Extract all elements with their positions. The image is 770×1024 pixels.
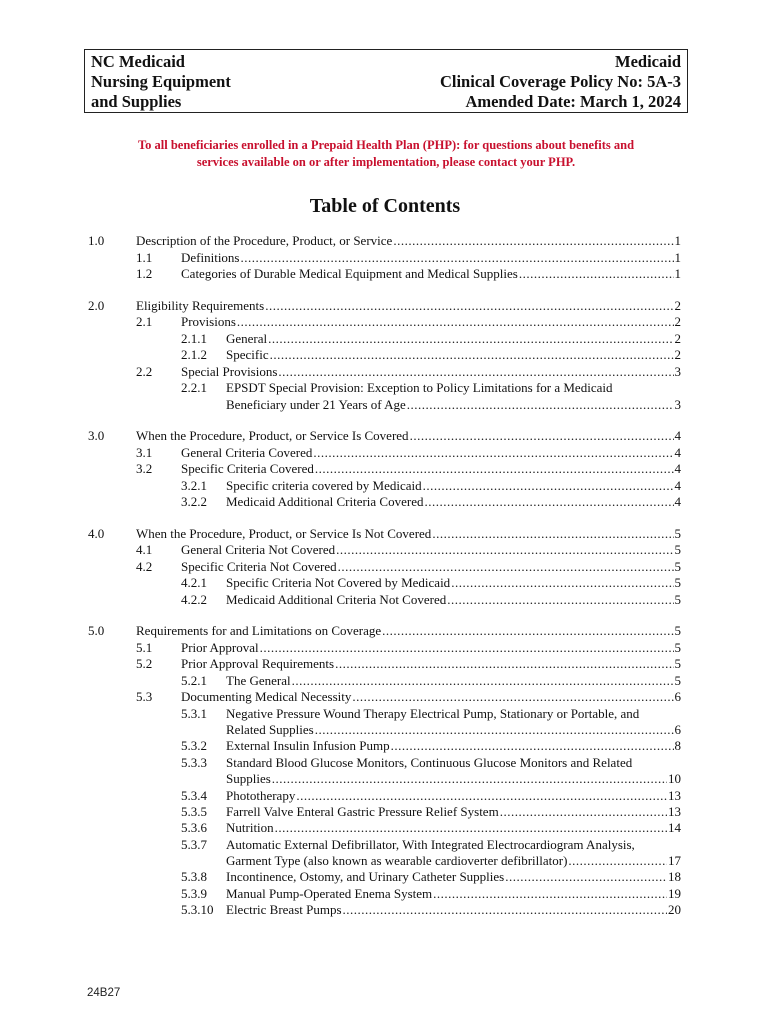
toc-entry-label: Description of the Procedure, Product, or Service [136, 233, 393, 248]
toc-entry[interactable] [88, 298, 681, 314]
toc-dot-leader [335, 656, 673, 672]
php-notice-line: To all beneficiaries enrolled in a Prepaid Health Plan (PHP): for questions about benefits and [137, 138, 635, 152]
toc-entry-number: 5.2.1 [181, 673, 207, 688]
header-topic-cont: and Supplies [91, 92, 182, 111]
toc-entry-page: 13 [668, 788, 681, 803]
toc-dot-leader [265, 298, 673, 314]
toc-entry-page: 1 [674, 233, 681, 248]
toc-entry-number: 2.1.1 [181, 331, 207, 346]
toc-entry-page: 5 [674, 673, 681, 688]
toc-entry-page: 20 [668, 902, 681, 917]
toc-dot-leader [424, 494, 673, 510]
toc-entry-label: Electric Breast Pumps [226, 902, 342, 917]
toc-entry-label: When the Procedure, Product, or Service Is Not Covered [136, 526, 432, 541]
toc-dot-leader [278, 364, 673, 380]
toc-dot-leader [296, 788, 667, 804]
toc-entry-page: 13 [668, 804, 681, 819]
toc-entry-page: 5 [674, 542, 681, 557]
toc-entry[interactable] [181, 380, 681, 396]
toc-dot-leader [447, 592, 673, 608]
toc-entry-page: 5 [674, 559, 681, 574]
toc-entry-label: Negative Pressure Wound Therapy Electrical Pump, Stationary or Portable, and [226, 706, 640, 721]
toc-entry-page: 4 [674, 445, 681, 460]
toc-entry[interactable] [181, 738, 681, 754]
toc-entry[interactable] [181, 673, 681, 689]
toc-dot-leader [433, 886, 667, 902]
toc-entry-page: 5 [674, 592, 681, 607]
toc-entry-number: 4.0 [88, 526, 105, 541]
toc-entry[interactable] [181, 347, 681, 363]
toc-dot-leader [270, 347, 674, 363]
toc-entry[interactable] [181, 804, 681, 820]
toc-entry-page: 19 [668, 886, 681, 901]
toc-entry-page: 5 [674, 640, 681, 655]
toc-entry[interactable] [136, 559, 681, 575]
toc-entry-label: Special Provisions [181, 364, 278, 379]
toc-entry[interactable] [226, 771, 681, 787]
toc-entry-number: 5.3 [136, 689, 153, 704]
toc-entry-number: 4.2.1 [181, 575, 207, 590]
toc-entry-label: Related Supplies [226, 722, 314, 737]
toc-title: Table of Contents [309, 195, 461, 217]
toc-entry-page: 5 [674, 623, 681, 638]
toc-entry-number: 4.1 [136, 542, 153, 557]
toc-entry-number: 5.3.9 [181, 886, 207, 901]
toc-entry-label: Specific Criteria Not Covered by Medicaid [226, 575, 451, 590]
toc-entry-page: 8 [674, 738, 681, 753]
header-amended-date: Amended Date: March 1, 2024 [465, 92, 681, 111]
toc-dot-leader [505, 869, 667, 885]
toc-entry-page: 4 [674, 494, 681, 509]
php-notice-line: services available on or after implementation, please contact your PHP. [196, 155, 576, 169]
toc-dot-leader [313, 445, 673, 461]
toc-entry[interactable] [181, 478, 681, 494]
toc-dot-leader [241, 250, 674, 266]
toc-entry-page: 2 [674, 331, 681, 346]
toc-entry-label: Definitions [181, 250, 240, 265]
toc-dot-leader [237, 314, 674, 330]
toc-entry[interactable] [88, 623, 681, 639]
toc-entry-page: 18 [668, 869, 681, 884]
toc-entry-page: 5 [674, 656, 681, 671]
toc-entry-number: 3.1 [136, 445, 153, 460]
toc-entry-number: 1.0 [88, 233, 105, 248]
toc-entry[interactable] [88, 233, 681, 249]
toc-dot-leader [500, 804, 667, 820]
toc-dot-leader [393, 233, 673, 249]
toc-entry-label: Supplies [226, 771, 271, 786]
toc-dot-leader [391, 738, 674, 754]
toc-entry-number: 5.3.7 [181, 837, 207, 852]
toc-entry[interactable] [88, 526, 681, 542]
toc-entry-page: 14 [668, 820, 681, 835]
toc-entry-number: 5.3.5 [181, 804, 207, 819]
toc-entry-label: Documenting Medical Necessity [181, 689, 352, 704]
header-agency: Medicaid [615, 52, 681, 71]
toc-dot-leader [315, 722, 674, 738]
toc-entry[interactable] [136, 542, 681, 558]
toc-entry-number: 5.3.6 [181, 820, 207, 835]
toc-entry[interactable] [88, 428, 681, 444]
toc-entry[interactable] [136, 689, 681, 705]
toc-dot-leader [292, 673, 674, 689]
toc-entry-page: 1 [674, 250, 681, 265]
toc-entry[interactable] [136, 445, 681, 461]
toc-entry-page: 6 [674, 722, 681, 737]
toc-entry[interactable] [136, 640, 681, 656]
toc-entry-number: 2.2 [136, 364, 153, 379]
toc-entry-number: 2.1.2 [181, 347, 207, 362]
toc-entry-label: Manual Pump-Operated Enema System [226, 886, 433, 901]
toc-entry-number: 5.2 [136, 656, 153, 671]
toc-entry-number: 1.1 [136, 250, 153, 265]
toc-entry-page: 4 [674, 428, 681, 443]
toc-entry-number: 5.0 [88, 623, 105, 638]
toc-entry-number: 2.2.1 [181, 380, 207, 395]
toc-entry-number: 3.2.2 [181, 494, 207, 509]
toc-entry-label: Categories of Durable Medical Equipment and Medical Supplies [181, 266, 518, 281]
toc-entry-label: Requirements for and Limitations on Coverage [136, 623, 382, 638]
toc-entry[interactable] [181, 575, 681, 591]
toc-entry[interactable] [136, 656, 681, 672]
toc-entry-label: Specific criteria covered by Medicaid [226, 478, 422, 493]
toc-entry-page: 5 [674, 575, 681, 590]
toc-entry-number: 5.3.1 [181, 706, 207, 721]
toc-entry-page: 4 [674, 461, 681, 476]
toc-entry-label: Prior Approval [181, 640, 259, 655]
footer-code: 24B27 [87, 987, 121, 999]
toc-entry-page: 3 [674, 364, 681, 379]
toc-dot-leader [343, 902, 667, 918]
toc-entry-label: Specific Criteria Covered [181, 461, 314, 476]
toc-entry-label: General Criteria Covered [181, 445, 313, 460]
toc-entry-label: Specific Criteria Not Covered [181, 559, 337, 574]
header-policy-number: Clinical Coverage Policy No: 5A-3 [439, 72, 681, 91]
toc-dot-leader [407, 397, 674, 413]
toc-entry[interactable] [226, 722, 681, 738]
toc-entry-page: 4 [674, 478, 681, 493]
toc-entry-label: Standard Blood Glucose Monitors, Continuous Glucose Monitors and Related [226, 755, 633, 770]
toc-entry[interactable] [181, 820, 681, 836]
toc-entry[interactable] [226, 397, 681, 413]
toc-entry[interactable] [181, 494, 681, 510]
toc-entry[interactable] [136, 461, 681, 477]
toc-entry[interactable] [181, 886, 681, 902]
toc-dot-leader [519, 266, 674, 282]
toc-entry-label: Prior Approval Requirements [181, 656, 335, 671]
toc-entry-label: Farrell Valve Enteral Gastric Pressure Relief System [226, 804, 499, 819]
toc-entry[interactable] [226, 853, 681, 869]
toc-dot-leader [423, 478, 674, 494]
toc-entry[interactable] [181, 837, 681, 853]
toc-entry-label: When the Procedure, Product, or Service Is Covered [136, 428, 409, 443]
toc-entry-page: 17 [668, 853, 681, 868]
toc-entry[interactable] [181, 706, 681, 722]
toc-entry[interactable] [181, 755, 681, 771]
toc-entry[interactable] [181, 788, 681, 804]
toc-entry[interactable] [136, 314, 681, 330]
header-program: NC Medicaid [91, 52, 185, 71]
toc-entry-page: 2 [674, 314, 681, 329]
toc-entry-number: 2.0 [88, 298, 105, 313]
toc-entry-label: Specific [226, 347, 269, 362]
toc-entry-number: 2.1 [136, 314, 153, 329]
toc-entry-label: EPSDT Special Provision: Exception to Policy Limitations for a Medicaid [226, 380, 613, 395]
toc-entry-label: Eligibility Requirements [136, 298, 265, 313]
toc-dot-leader [260, 640, 674, 656]
toc-dot-leader [272, 771, 667, 787]
toc-entry-page: 3 [674, 397, 681, 412]
toc-entry-number: 4.2 [136, 559, 153, 574]
header-topic: Nursing Equipment [91, 72, 231, 91]
toc-entry-label: Incontinence, Ostomy, and Urinary Catheter Supplies [226, 869, 505, 884]
toc-entry-number: 5.3.4 [181, 788, 207, 803]
toc-entry-label: General [226, 331, 268, 346]
toc-entry-label: General Criteria Not Covered [181, 542, 336, 557]
toc-entry[interactable] [136, 266, 681, 282]
toc-entry-number: 5.3.3 [181, 755, 207, 770]
toc-entry-label: Medicaid Additional Criteria Covered [226, 494, 424, 509]
toc-entry-page: 6 [674, 689, 681, 704]
toc-entry-label: Medicaid Additional Criteria Not Covered [226, 592, 447, 607]
toc-dot-leader [382, 623, 673, 639]
toc-dot-leader [275, 820, 667, 836]
toc-entry[interactable] [181, 902, 681, 918]
toc-entry-number: 4.2.2 [181, 592, 207, 607]
toc-entry[interactable] [181, 869, 681, 885]
toc-entry-number: 3.2 [136, 461, 153, 476]
toc-dot-leader [315, 461, 674, 477]
toc-dot-leader [432, 526, 673, 542]
toc-entry[interactable] [136, 364, 681, 380]
toc-dot-leader [410, 428, 674, 444]
toc-dot-leader [336, 542, 673, 558]
toc-entry[interactable] [136, 250, 681, 266]
toc-dot-leader [338, 559, 674, 575]
toc-dot-leader [568, 853, 667, 869]
toc-entry-label: Phototherapy [226, 788, 296, 803]
toc-entry-label: Automatic External Defibrillator, With Integrated Electrocardiogram Analysis, [226, 837, 635, 852]
toc-entry-number: 1.2 [136, 266, 153, 281]
toc-entry-page: 5 [674, 526, 681, 541]
toc-entry-page: 2 [674, 347, 681, 362]
toc-entry-page: 1 [674, 266, 681, 281]
toc-entry-number: 5.3.8 [181, 869, 207, 884]
toc-entry-number: 3.2.1 [181, 478, 207, 493]
toc-entry-number: 5.3.10 [181, 902, 214, 917]
toc-entry-number: 5.3.2 [181, 738, 207, 753]
toc-entry-label: Nutrition [226, 820, 274, 835]
toc-entry-label: External Insulin Infusion Pump [226, 738, 390, 753]
toc-entry[interactable] [181, 592, 681, 608]
toc-dot-leader [268, 331, 673, 347]
toc-entry-number: 5.1 [136, 640, 153, 655]
toc-entry[interactable] [181, 331, 681, 347]
toc-entry-label: Provisions [181, 314, 236, 329]
toc-entry-number: 3.0 [88, 428, 105, 443]
toc-entry-page: 2 [674, 298, 681, 313]
toc-entry-page: 10 [668, 771, 681, 786]
toc-entry-label: The General [226, 673, 291, 688]
toc-dot-leader [352, 689, 673, 705]
toc-entry-label: Garment Type (also known as wearable cardioverter defibrillator) [226, 853, 568, 868]
toc-entry-label: Beneficiary under 21 Years of Age [226, 397, 406, 412]
toc-dot-leader [451, 575, 673, 591]
